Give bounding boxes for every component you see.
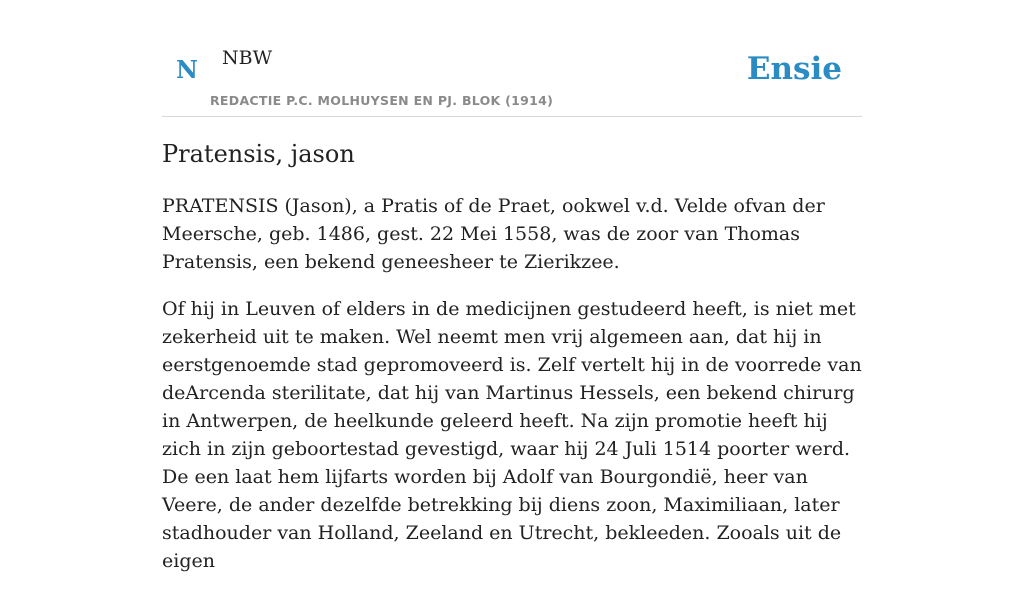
source-logo-icon[interactable]: N — [176, 55, 198, 84]
page — [162, 0, 862, 572]
brand-logo[interactable]: Ensie — [746, 51, 842, 87]
paragraph: Of hij in Leuven of elders in de medicijnen gestudeerd heeft, is niet met zekerheid uit te maken. Wel neemt men vrij algemeen aan, dat hij in eerstgenoemde stad gepromoveerd is. Zelf vertelt hij in de voorrede van deArcenda sterilitate, dat hij van Martinus Hessels, een bekend chirurg in Antwerpen, de heelkunde geleerd heeft. Na zijn promotie heeft hij zich in zijn geboortestad gevestigd, waar hij 24 Juli 1514 poorter werd. De een laat hem lijfarts worden bij Adolf van Bourgondië, heer van Veere, de ander dezelfde betrekking bij diens zoon, Maximiliaan, later stadhouder van Holland, Zeeland en Utrecht, bekleeden. Zooals uit de eigen — [162, 298, 862, 572]
paragraph: PRATENSIS (Jason), a Pratis of de Praet, ookwel v.d. Velde ofvan der Meersche, geb. 1486, gest. 22 Mei 1558, was de zoor van Thomas Pratensis, een bekend geneesheer te Zierikzee. — [162, 195, 825, 273]
source-name[interactable]: NBW — [222, 47, 273, 69]
page-title: Pratensis, jason — [162, 140, 355, 168]
article-body — [162, 192, 862, 594]
header — [162, 0, 862, 117]
source-subtitle: REDACTIE P.C. MOLHUYSEN EN PJ. BLOK (1914) — [210, 93, 554, 108]
